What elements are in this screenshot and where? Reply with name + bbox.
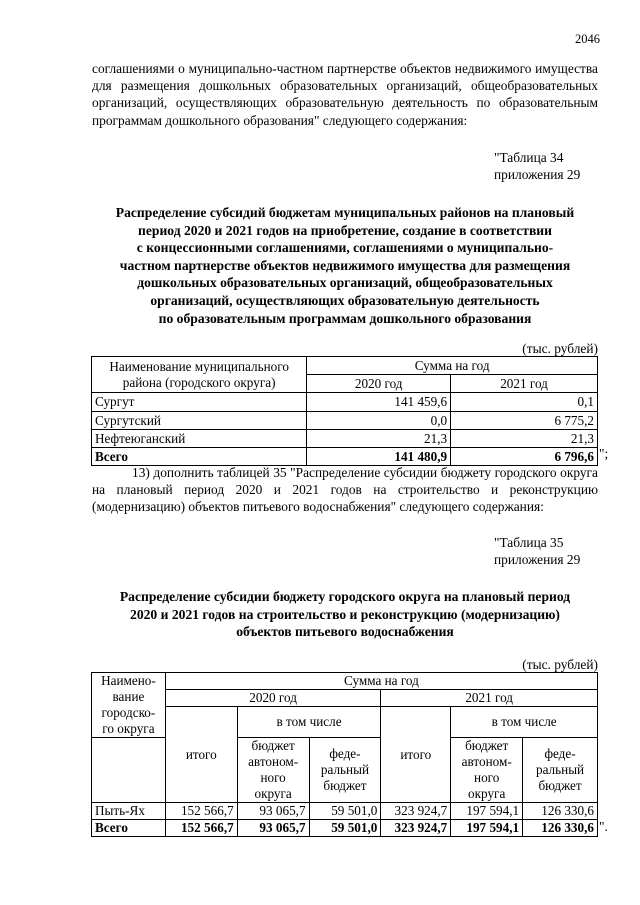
table35-total-federal-2020: 59 501,0: [309, 820, 381, 837]
table35-total-row: [92, 820, 598, 837]
table35-federal-line: бюджет: [538, 778, 582, 793]
table35-regional-line: округа: [468, 786, 506, 801]
table-row: [92, 429, 598, 447]
table35-col-federal-2020: [309, 738, 381, 803]
table34-row-2020: 0,0: [307, 411, 451, 429]
table34-title-line: с концессионными соглашениями, соглашениями о муниципально-: [136, 240, 554, 256]
table34-title-line: Распределение субсидий бюджетам муниципальных районов на плановый: [115, 205, 575, 220]
table35-title-line: объектов питьевого водоснабжения: [236, 624, 454, 640]
table35-federal-line: ральный: [320, 762, 370, 777]
table35-year-row: [92, 690, 598, 707]
table35-col-name-line: го округа: [102, 721, 155, 736]
table35-total-regional-2021: 197 594,1: [451, 820, 523, 837]
table35-row-name: Пыть-Ях: [92, 803, 166, 820]
table34-row-2020: 21,3: [307, 429, 451, 447]
table35-row-total-2020: 152 566,7: [165, 803, 237, 820]
table35-federal-line: феде-: [329, 746, 361, 761]
table35-col-federal-2021: [523, 738, 598, 803]
table35-title-line: Распределение субсидии бюджету городского округа на плановый период: [119, 589, 571, 604]
table35-total-total-2021: 323 924,7: [381, 820, 451, 837]
table34: [91, 356, 598, 466]
page-number: 2046: [575, 32, 600, 46]
table34-row-2021: 0,1: [451, 393, 598, 411]
table34-title-line: период 2020 и 2021 годов на приобретение, создание в соответствии: [138, 222, 552, 238]
table35-reference-line2: приложения 29: [494, 552, 581, 568]
table34-col-sum: Сумма на год: [307, 357, 598, 375]
table34-title-line: частном партнерстве объектов недвижимого имущества для размещения: [119, 257, 571, 273]
table34-col-2020: 2020 год: [307, 375, 451, 393]
table-row: [92, 393, 598, 411]
table35-row-federal-2021: 126 330,6: [523, 803, 598, 820]
table34-title-line: организаций, осуществляющих образовательную деятельность: [150, 292, 540, 308]
table35-regional-line: автоном-: [248, 754, 299, 769]
table34-row-name: Сургут: [92, 393, 307, 411]
table35-col-name-line: вание: [112, 689, 145, 704]
table35-col-regional-2020: [237, 738, 309, 803]
table34-reference: [494, 149, 598, 183]
table35-reference: [494, 534, 598, 568]
table35-including-row: [92, 707, 598, 738]
table34-row-name: Нефтеюганский: [92, 429, 307, 447]
table35-col-regional-2021: [451, 738, 523, 803]
intro-paragraph: соглашениями о муниципально-частном партнерстве объектов недвижимого имущества для размещения дошкольных образовательных организаций, общеобразовательных организаций, осуществляющих образовательную деятельность по образовательным программам дошкольного образования" следующего содержания:: [92, 61, 598, 128]
table35-row-total-2021: 323 924,7: [381, 803, 451, 820]
table34-header-row: [92, 357, 598, 375]
table34-col-name: Наименование муниципального района (городского округа): [92, 357, 307, 393]
table35-col-total-2021: итого: [381, 707, 451, 803]
table34-reference-line2: приложения 29: [494, 167, 581, 183]
table34-reference-line1: "Таблица 34: [494, 150, 564, 165]
table35-col-name-line: Наимено-: [101, 673, 156, 688]
table35-col-name-spacer: [92, 738, 166, 803]
table35-reference-line1: "Таблица 35: [494, 535, 564, 550]
table34-row-2021: 6 775,2: [451, 411, 598, 429]
table35-title: [92, 588, 598, 641]
table35: [91, 672, 598, 837]
table35-total-name: Всего: [92, 820, 166, 837]
table35-total-regional-2020: 93 065,7: [237, 820, 309, 837]
table35-row-regional-2020: 93 065,7: [237, 803, 309, 820]
table-row: [92, 803, 598, 820]
table-row: [92, 411, 598, 429]
table35-regional-line: автоном-: [461, 754, 512, 769]
table34-unit: (тыс. рублей): [522, 341, 598, 356]
table34-row-2020: 141 459,6: [307, 393, 451, 411]
table34-total-2021: 6 796,6: [451, 448, 598, 466]
table35-col-including-2021: в том числе: [451, 707, 598, 738]
table35-regional-line: бюджет: [251, 738, 295, 753]
table35-row-regional-2021: 197 594,1: [451, 803, 523, 820]
table34-row-name: Сургутский: [92, 411, 307, 429]
table35-regional-line: ного: [474, 770, 500, 785]
table35-col-name: [92, 673, 166, 738]
table35-col-total-2020: итого: [165, 707, 237, 803]
table35-federal-line: бюджет: [323, 778, 367, 793]
table34-total-2020: 141 480,9: [307, 448, 451, 466]
item13-paragraph: 13) дополнить таблицей 35 "Распределение субсидии бюджету городского округа на плановый период 2020 и 2021 годов на строительство и реконструкцию (модернизацию) объектов питьевого водоснабжения" следующего содержания:: [92, 465, 598, 515]
table35-header-row: [92, 673, 598, 690]
table34-title-line: дошкольных образовательных организаций, общеобразовательных: [137, 275, 553, 291]
table35-col-name-line: городско-: [101, 705, 156, 720]
table35-total-total-2020: 152 566,7: [165, 820, 237, 837]
table35-title-line: 2020 и 2021 годов на строительство и реконструкцию (модернизацию): [130, 606, 560, 622]
table34-closing-quote: ";: [599, 446, 609, 461]
table35-col-2020: 2020 год: [165, 690, 381, 707]
table34-row-2021: 21,3: [451, 429, 598, 447]
table35-closing-quote: ".: [599, 819, 608, 834]
table35-regional-line: бюджет: [465, 738, 509, 753]
table34-total-row: [92, 448, 598, 466]
table35-col-2021: 2021 год: [381, 690, 598, 707]
table35-row-federal-2020: 59 501,0: [309, 803, 381, 820]
table35-unit: (тыс. рублей): [522, 657, 598, 672]
table35-federal-line: ральный: [535, 762, 585, 777]
table35-col-including-2020: в том числе: [237, 707, 381, 738]
table35-federal-line: феде-: [544, 746, 576, 761]
table35-regional-line: ного: [260, 770, 286, 785]
table35-regional-line: округа: [254, 786, 292, 801]
table35-col-sum: Сумма на год: [165, 673, 597, 690]
table34-total-name: Всего: [92, 448, 307, 466]
table35-total-federal-2021: 126 330,6: [523, 820, 598, 837]
table34-title-line: по образовательным программам дошкольного образования: [158, 310, 532, 326]
table34-title: [92, 204, 598, 327]
table34-col-2021: 2021 год: [451, 375, 598, 393]
